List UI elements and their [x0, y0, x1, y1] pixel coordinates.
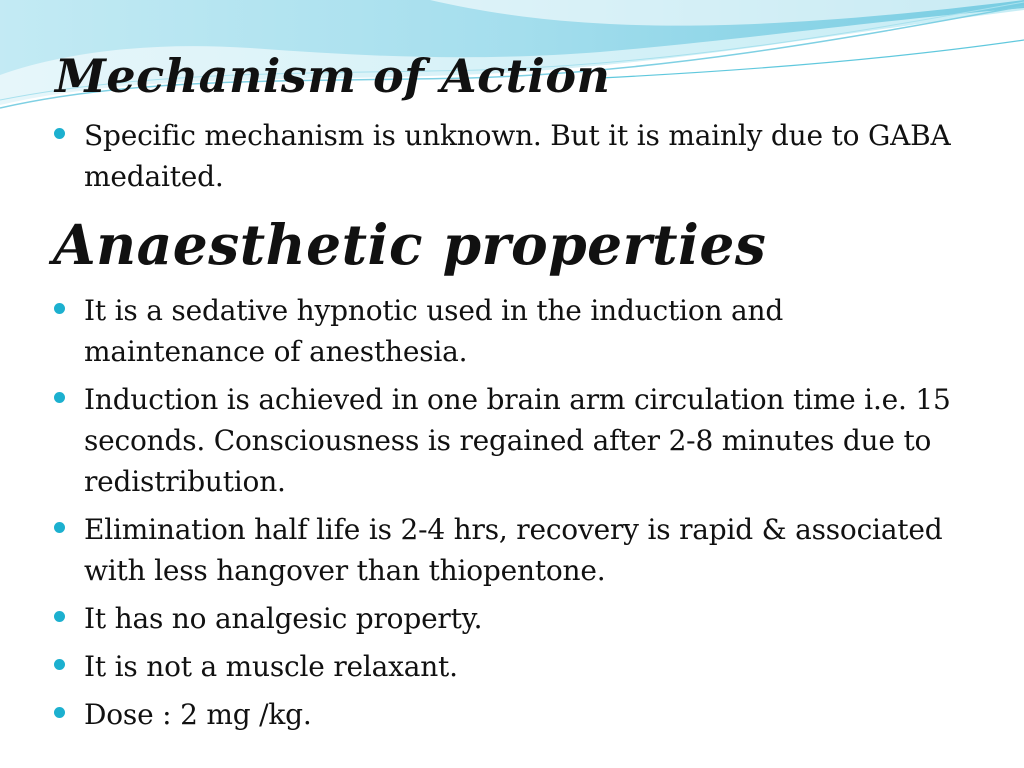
list-item — [0, 509, 964, 591]
bullet-text: It has no analgesic property. — [84, 602, 483, 635]
list-item — [0, 598, 964, 639]
bullet-dot-icon — [54, 611, 65, 622]
bullet-list-mechanism — [0, 115, 964, 204]
bullet-dot-icon — [54, 707, 65, 718]
bullet-dot-icon — [54, 522, 65, 533]
list-item — [0, 290, 964, 372]
bullet-dot-icon — [54, 128, 65, 139]
bullet-dot-icon — [54, 392, 65, 403]
bullet-dot-icon — [54, 659, 65, 670]
bullet-text: Dose : 2 mg /kg. — [84, 698, 312, 731]
list-item — [0, 379, 964, 502]
bullet-text: Specific mechanism is unknown. But it is mainly due to GABA medaited. — [84, 119, 951, 193]
list-item — [0, 646, 964, 687]
bullet-list-properties — [0, 290, 964, 742]
bullet-text: Induction is achieved in one brain arm circulation time i.e. 15 seconds. Consciousness is regained after 2-8 minutes due to redistribution. — [84, 383, 951, 498]
list-item — [0, 694, 964, 735]
bullet-dot-icon — [54, 303, 65, 314]
bullet-text: It is a sedative hypnotic used in the induction and maintenance of anesthesia. — [84, 294, 784, 368]
bullet-text: Elimination half life is 2-4 hrs, recovery is rapid & associated with less hangover than thiopentone. — [84, 513, 943, 587]
bullet-text: It is not a muscle relaxant. — [84, 650, 458, 683]
list-item — [0, 115, 964, 197]
heading-mechanism-of-action: Mechanism of Action — [55, 49, 611, 103]
heading-anaesthetic-properties: Anaesthetic properties — [53, 212, 767, 277]
